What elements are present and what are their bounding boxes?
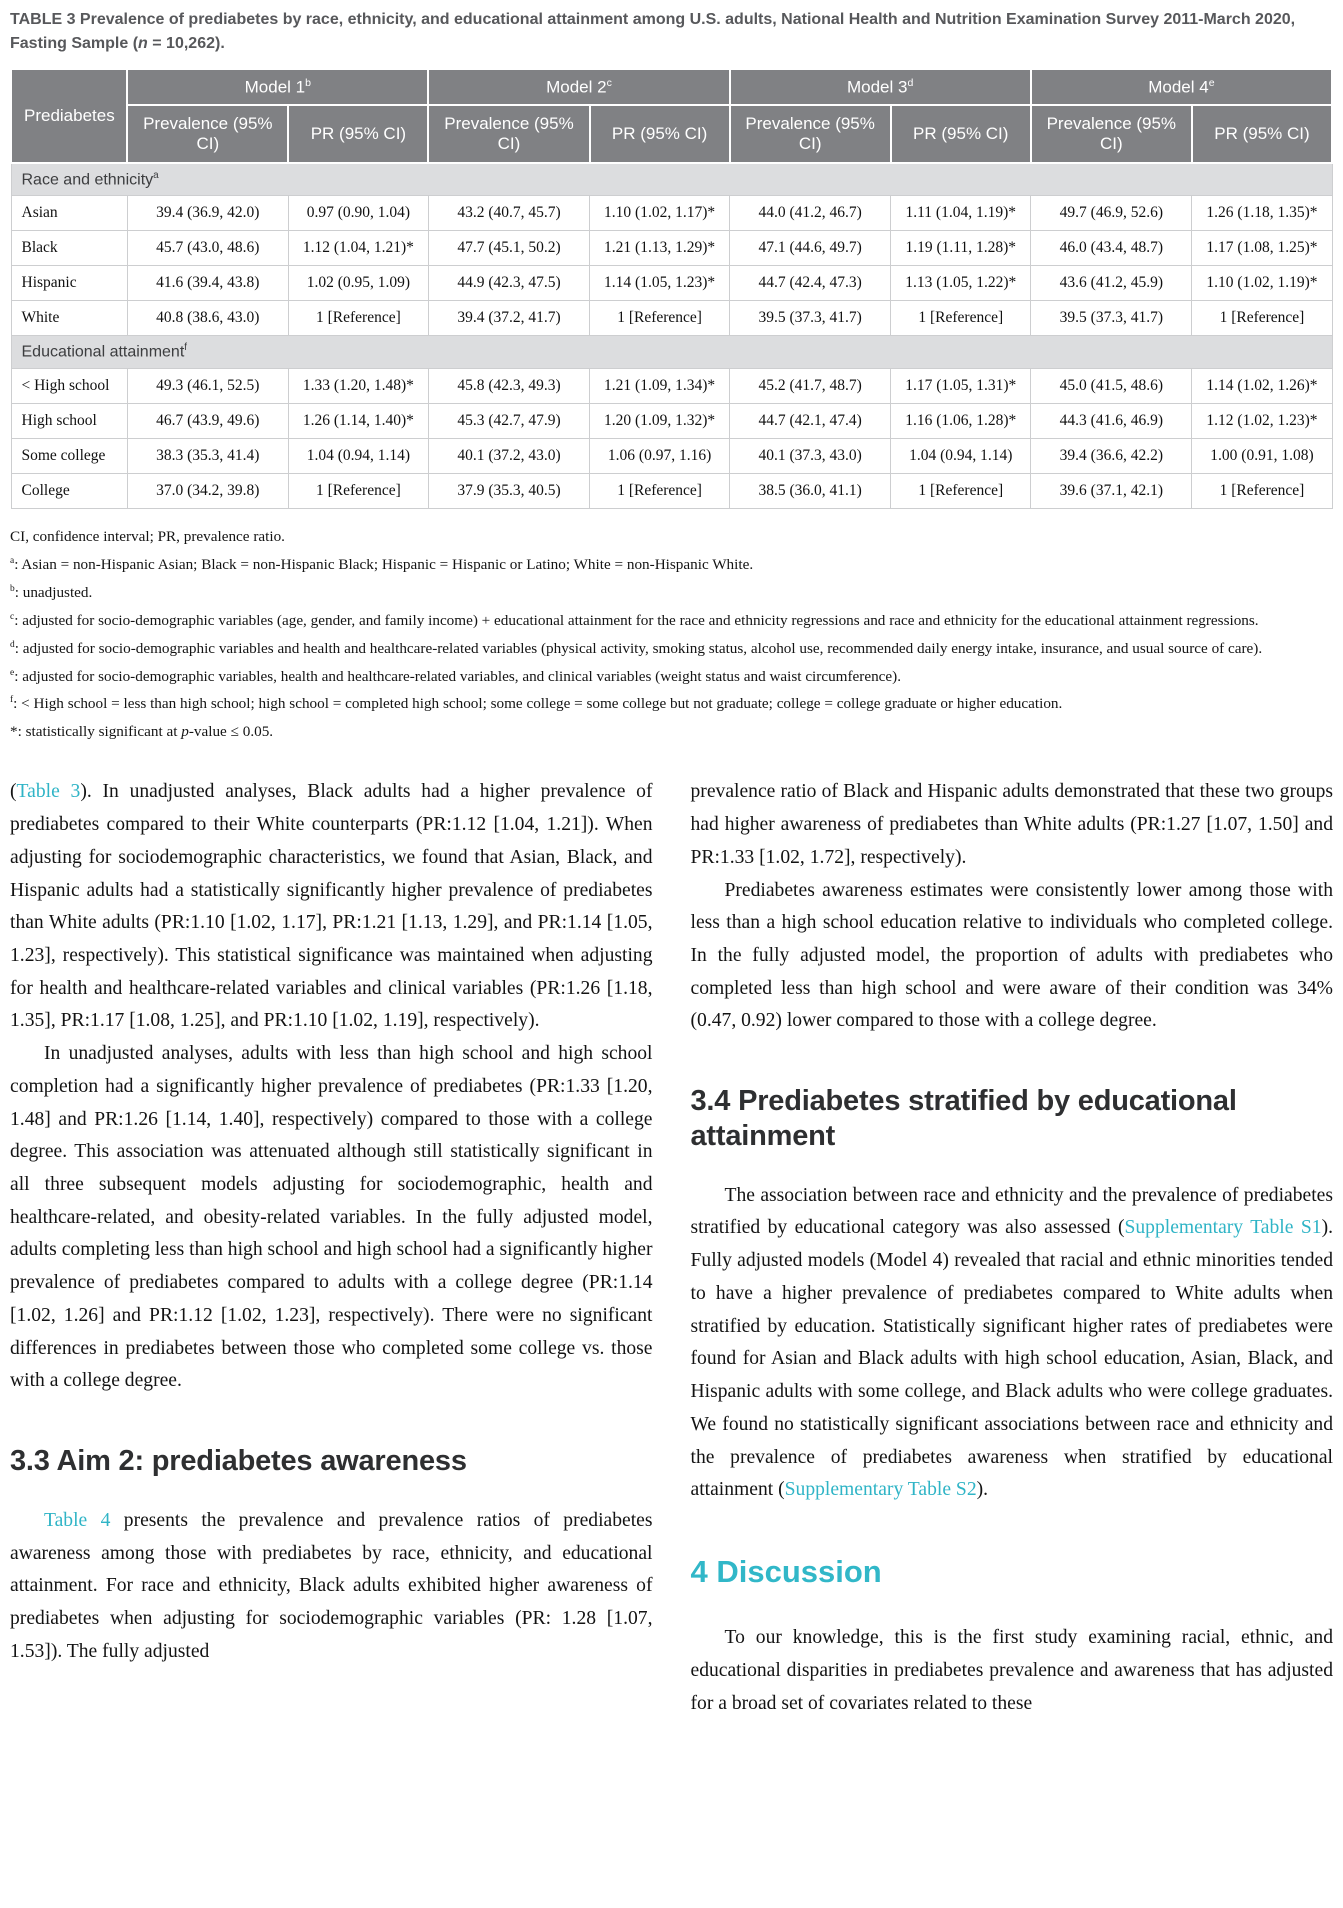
table-body: [11, 163, 1332, 508]
table-header: [11, 69, 1332, 163]
table-corner-header: Prediabetes: [11, 69, 127, 163]
table-row: [11, 368, 1332, 403]
table-cell: 45.2 (41.7, 48.7): [730, 368, 891, 403]
footnote: $^b$: unadjusted.: [10, 583, 93, 601]
table-cell: 1.17 (1.08, 1.25)*: [1192, 231, 1332, 266]
table-cell: 1.10 (1.02, 1.17)*: [590, 196, 730, 231]
table-cell: 46.0 (43.4, 48.7): [1031, 231, 1192, 266]
table-cell: 39.4 (36.9, 42.0): [127, 196, 288, 231]
table-cell: 40.8 (38.6, 43.0): [127, 301, 288, 336]
table-cell: 37.9 (35.3, 40.5): [428, 473, 589, 508]
footnote: $^a$: Asian = non-Hispanic Asian; Black = non-Hispanic Black; Hispanic = Hispanic or Latino; White = non-Hispanic White.: [10, 555, 754, 573]
section-heading-discussion: 4 Discussion: [690, 1553, 882, 1589]
table-cell: 49.3 (46.1, 52.5): [127, 368, 288, 403]
table-caption: TABLE 3 Prevalence of prediabetes by race, ethnicity, and educational attainment among U.S. adults, National Health and Nutrition Examination Survey 2011-March 2020, Fasting Sample (n = 10,262).: [10, 11, 1296, 52]
table-cell: 1 [Reference]: [1192, 301, 1332, 336]
model-1-header: Model 1$^b$: [127, 69, 428, 105]
table-cell: 1.11 (1.04, 1.19)*: [891, 196, 1031, 231]
table-cell: 1.02 (0.95, 1.09): [288, 266, 428, 301]
table-cell: 1 [Reference]: [590, 473, 730, 508]
footnote: $^f$: < High school = less than high school; high school = completed high school; some college = some college but not graduate; college = college graduate or higher education.: [10, 695, 1063, 713]
citation-link[interactable]: Supplementary Table S2: [784, 1479, 977, 1501]
table-section-row: [11, 163, 1332, 196]
prevalence-subheader: Prevalence (95% CI): [730, 105, 891, 163]
row-label: < High school: [11, 368, 127, 403]
table-cell: 1.26 (1.18, 1.35)*: [1192, 196, 1332, 231]
table-cell: 1.06 (0.97, 1.16): [590, 438, 730, 473]
prevalence-subheader: Prevalence (95% CI): [1031, 105, 1192, 163]
table-cell: 39.4 (36.6, 42.2): [1031, 438, 1192, 473]
table-cell: 1.21 (1.09, 1.34)*: [590, 368, 730, 403]
table-cell: 38.5 (36.0, 41.1): [730, 473, 891, 508]
row-label: Asian: [11, 196, 127, 231]
table-cell: 0.97 (0.90, 1.04): [288, 196, 428, 231]
table-cell: 41.6 (39.4, 43.8): [127, 266, 288, 301]
table-cell: 43.2 (40.7, 45.7): [428, 196, 589, 231]
table-row: [11, 403, 1332, 438]
paragraph: The association between race and ethnicity and the prevalence of prediabetes stratified by educational category was also assessed (Supplementary Table S1). Fully adjusted models (Model 4) revealed that racial and ethnic minorities tended to have a higher prevalence of prediabetes compared to White adults when stratified by education. Statistically significant higher rates of prediabetes were found for Asian and Black adults with high school education, Asian, Black, and Hispanic adults with some college, and Black adults who were college graduates. We found no statistically significant associations between race and ethnicity and the prevalence of prediabetes awareness when stratified by educational attainment (Supplementary Table S2).: [690, 1184, 1333, 1501]
table-cell: 1.04 (0.94, 1.14): [288, 438, 428, 473]
table-cell: 39.4 (37.2, 41.7): [428, 301, 589, 336]
row-label: Hispanic: [11, 266, 127, 301]
citation-link[interactable]: Table 4: [44, 1509, 111, 1531]
table-cell: 43.6 (41.2, 45.9): [1031, 266, 1192, 301]
table-row: [11, 266, 1332, 301]
table-section-row: [11, 336, 1332, 368]
table-cell: 38.3 (35.3, 41.4): [127, 438, 288, 473]
table-cell: 40.1 (37.2, 43.0): [428, 438, 589, 473]
pr-subheader: PR (95% CI): [891, 105, 1031, 163]
table-cell: 40.1 (37.3, 43.0): [730, 438, 891, 473]
prevalence-table: [10, 68, 1333, 509]
table-cell: 1.16 (1.06, 1.28)*: [891, 403, 1031, 438]
table-cell: 1 [Reference]: [891, 473, 1031, 508]
row-label: White: [11, 301, 127, 336]
footnote: $^d$: adjusted for socio-demographic variables and health and healthcare-related variables (physical activity, smoking status, alcohol use, recommended daily energy intake, insurance, and usual source of care).: [10, 639, 1263, 657]
pr-subheader: PR (95% CI): [1192, 105, 1332, 163]
table-cell: 1.33 (1.20, 1.48)*: [288, 368, 428, 403]
table-cell: 1 [Reference]: [288, 301, 428, 336]
table-cell: 1 [Reference]: [288, 473, 428, 508]
paragraph: In unadjusted analyses, adults with less than high school and high school completion had a significantly higher prevalence of prediabetes (PR:1.33 [1.20, 1.48] and PR:1.26 [1.14, 1.40], respectively) compared to those with a college degree. This association was attenuated although still statistically significant in all three subsequent models adjusting for sociodemographic, health and healthcare-related, and obesity-related variables. In the fully adjusted model, adults completing less than high school and high school had a significantly higher prevalence of prediabetes compared to adults with a college degree (PR:1.14 [1.02, 1.26] and PR:1.12 [1.02, 1.23], respectively). There were no significant differences in prediabetes between those who completed some college vs. those with a college degree.: [10, 1043, 653, 1392]
table-cell: 37.0 (34.2, 39.8): [127, 473, 288, 508]
table-cell: 1.10 (1.02, 1.19)*: [1192, 266, 1332, 301]
section-title: Educational attainment$^f$: [11, 336, 1332, 368]
prevalence-subheader: Prevalence (95% CI): [428, 105, 589, 163]
model-4-header: Model 4e: [1031, 69, 1332, 105]
table-cell: 1.12 (1.02, 1.23)*: [1192, 403, 1332, 438]
table-cell: 44.0 (41.2, 46.7): [730, 196, 891, 231]
table-cell: 46.7 (43.9, 49.6): [127, 403, 288, 438]
section-title: Race and ethnicity$^a$: [11, 163, 1332, 196]
table-cell: 1.13 (1.05, 1.22)*: [891, 266, 1031, 301]
table-cell: 1.14 (1.02, 1.26)*: [1192, 368, 1332, 403]
section-heading-3-4: 3.4 Prediabetes stratified by educational attainment: [690, 1085, 1237, 1152]
footnote: *: statistically significant at p-value ≤ 0.05.: [10, 723, 274, 741]
paragraph: To our knowledge, this is the first study examining racial, ethnic, and educational disparities in prediabetes prevalence and awareness that has adjusted for a broad set of covariates related to these: [690, 1627, 1333, 1714]
table-cell: 49.7 (46.9, 52.6): [1031, 196, 1192, 231]
table-cell: 47.1 (44.6, 49.7): [730, 231, 891, 266]
table-cell: 45.0 (41.5, 48.6): [1031, 368, 1192, 403]
table-cell: 45.8 (42.3, 49.3): [428, 368, 589, 403]
row-label: Black: [11, 231, 127, 266]
footnote: $^c$: adjusted for socio-demographic variables (age, gender, and family income) + educational attainment for the race and ethnicity regressions and race and ethnicity for the educational attainment regressions.: [10, 611, 1259, 629]
table-cell: 44.3 (41.6, 46.9): [1031, 403, 1192, 438]
model-3-header: Model 3$^d$: [730, 69, 1031, 105]
table-cell: 44.9 (42.3, 47.5): [428, 266, 589, 301]
table-row: [11, 301, 1332, 336]
table-row: [11, 473, 1332, 508]
row-label: Some college: [11, 438, 127, 473]
table-cell: 1.26 (1.14, 1.40)*: [288, 403, 428, 438]
paragraph: (Table 3). In unadjusted analyses, Black adults had a higher prevalence of prediabetes compared to their White counterparts (PR:1.12 [1.04, 1.21]). When adjusting for sociodemographic characteristics, we found that Asian, Black, and Hispanic adults had a statistically significantly higher prevalence of prediabetes than White adults (PR:1.10 [1.02, 1.17], PR:1.21 [1.13, 1.29], and PR:1.14 [1.05, 1.23], respectively). This statistical significance was maintained when adjusting for health and healthcare-related variables and clinical variables (PR:1.26 [1.18, 1.35], PR:1.17 [1.08, 1.25], and PR:1.10 [1.02, 1.19], respectively).: [10, 781, 653, 1032]
row-label: High school: [11, 403, 127, 438]
section-heading-3-3: 3.3 Aim 2: prediabetes awareness: [10, 1445, 467, 1478]
citation-link[interactable]: Supplementary Table S1: [1124, 1217, 1322, 1239]
table-cell: 39.6 (37.1, 42.1): [1031, 473, 1192, 508]
table-row: [11, 438, 1332, 473]
table-row: [11, 231, 1332, 266]
table-cell: 1.12 (1.04, 1.21)*: [288, 231, 428, 266]
table-cell: 1.19 (1.11, 1.28)*: [891, 231, 1031, 266]
citation-link[interactable]: Table 3: [16, 781, 81, 803]
paragraph: prevalence ratio of Black and Hispanic adults demonstrated that these two groups had higher awareness of prediabetes than White adults (PR:1.27 [1.07, 1.50] and PR:1.33 [1.02, 1.72], respectively).: [690, 781, 1333, 868]
table-cell: 1 [Reference]: [891, 301, 1031, 336]
left-column: [10, 776, 653, 1720]
table-cell: 1.21 (1.13, 1.29)*: [590, 231, 730, 266]
footnote: $^e$: adjusted for socio-demographic variables, health and healthcare-related variables, and clinical variables (weight status and waist circumference).: [10, 667, 902, 685]
paragraph: Table 4 presents the prevalence and prevalence ratios of prediabetes awareness among those with prediabetes by race, ethnicity, and educational attainment. For race and ethnicity, Black adults exhibited higher awareness of prediabetes when adjusting for sociodemographic variables (PR: 1.28 [1.07, 1.53]). The fully adjusted: [10, 1509, 653, 1662]
table-cell: 1.14 (1.05, 1.23)*: [590, 266, 730, 301]
table-cell: 44.7 (42.1, 47.4): [730, 403, 891, 438]
pr-subheader: PR (95% CI): [288, 105, 428, 163]
right-column: [691, 776, 1334, 1720]
table-cell: 1 [Reference]: [1192, 473, 1332, 508]
table-row: [11, 196, 1332, 231]
article-body: [10, 776, 1333, 1720]
row-label: College: [11, 473, 127, 508]
model-2-header: Model 2$^c$: [428, 69, 729, 105]
table-cell: 1.00 (0.91, 1.08): [1192, 438, 1332, 473]
table-cell: 1.17 (1.05, 1.31)*: [891, 368, 1031, 403]
table-cell: 1.20 (1.09, 1.32)*: [590, 403, 730, 438]
table-cell: 39.5 (37.3, 41.7): [730, 301, 891, 336]
table-cell: 45.3 (42.7, 47.9): [428, 403, 589, 438]
pr-subheader: PR (95% CI): [590, 105, 730, 163]
footnote: CI, confidence interval; PR, prevalence ratio.: [10, 527, 285, 545]
table-footnotes: [10, 523, 1333, 747]
paragraph: Prediabetes awareness estimates were consistently lower among those with less than a high school education relative to individuals who completed college. In the fully adjusted model, the proportion of adults with prediabetes who completed less than high school and were aware of their condition was 34% (0.47, 0.92) lower compared to those with a college degree.: [690, 879, 1333, 1032]
table-cell: 1 [Reference]: [590, 301, 730, 336]
table-cell: 39.5 (37.3, 41.7): [1031, 301, 1192, 336]
table-cell: 47.7 (45.1, 50.2): [428, 231, 589, 266]
table-cell: 44.7 (42.4, 47.3): [730, 266, 891, 301]
table-cell: 1.04 (0.94, 1.14): [891, 438, 1031, 473]
table-cell: 45.7 (43.0, 48.6): [127, 231, 288, 266]
prevalence-subheader: Prevalence (95% CI): [127, 105, 288, 163]
